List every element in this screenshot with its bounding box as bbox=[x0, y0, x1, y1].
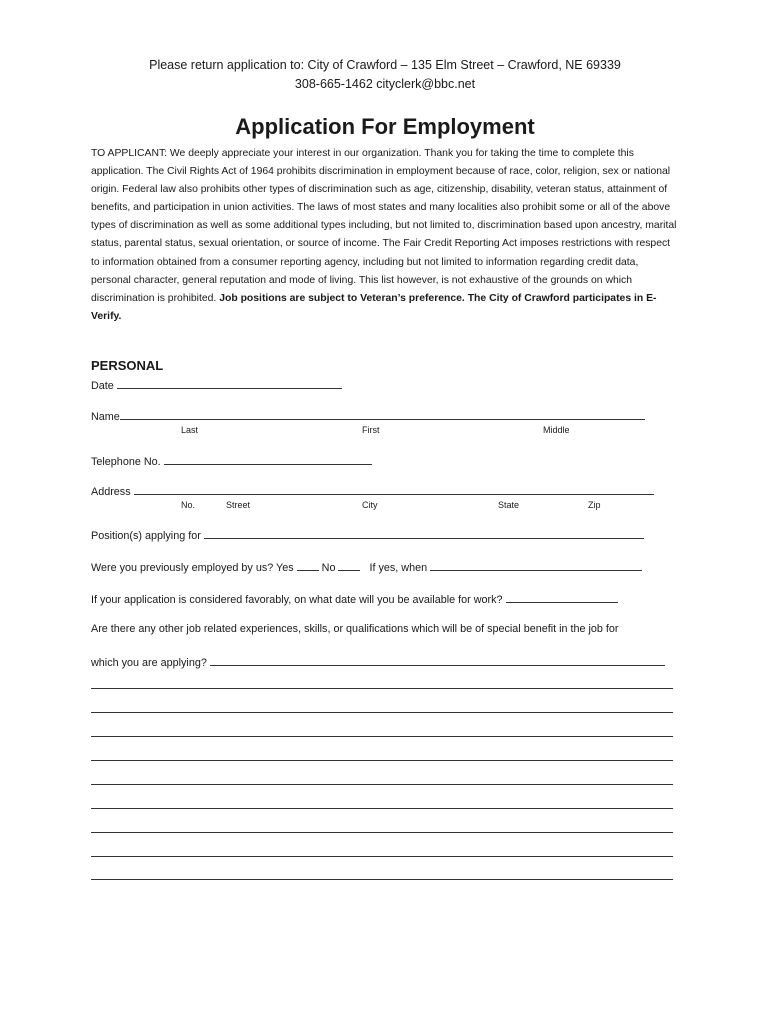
previous-when-field[interactable] bbox=[430, 560, 642, 571]
address-sub-no: No. bbox=[181, 500, 196, 510]
name-label: Name bbox=[91, 411, 120, 423]
skills-question: Are there any other job related experiences, skills, or qualifications which will be of special benefit in the job for bbox=[91, 623, 619, 635]
previous-when-label: If yes, when bbox=[369, 562, 428, 574]
applicant-notice bbox=[91, 145, 681, 326]
skills-blank-line[interactable] bbox=[91, 808, 673, 809]
date-label: Date bbox=[91, 380, 114, 392]
page-title: Application For Employment bbox=[235, 114, 535, 139]
address-sub-zip: Zip bbox=[588, 500, 601, 510]
skills-blank-line[interactable] bbox=[91, 760, 673, 761]
name-sub-last: Last bbox=[181, 425, 199, 435]
telephone-row bbox=[91, 454, 372, 468]
previous-employment-row bbox=[91, 560, 642, 574]
previous-employment-label: Were you previously employed by us? Yes bbox=[91, 562, 294, 574]
previous-no-label: No bbox=[321, 562, 336, 574]
name-field[interactable] bbox=[120, 409, 645, 420]
skills-blank-line[interactable] bbox=[91, 856, 673, 857]
position-row bbox=[91, 528, 644, 542]
skills-label: which you are applying? bbox=[91, 657, 207, 669]
previous-no-field[interactable] bbox=[338, 560, 360, 571]
position-label: Position(s) applying for bbox=[91, 530, 201, 542]
skills-blank-line[interactable] bbox=[91, 832, 673, 833]
previous-yes-field[interactable] bbox=[297, 560, 319, 571]
address-sub-state: State bbox=[498, 500, 520, 510]
address-sub-city: City bbox=[362, 500, 378, 510]
notice-bold-text: Job positions are subject to Veteran’s preference. The City of Crawford participates in E-Verify. bbox=[91, 292, 657, 322]
contact-info: 308-665-1462 cityclerk@bbc.net bbox=[294, 77, 476, 91]
return-address: Please return application to: City of Crawford – 135 Elm Street – Crawford, NE 69339 bbox=[149, 58, 621, 72]
skills-blank-line[interactable] bbox=[91, 879, 673, 880]
section-personal: PERSONAL bbox=[91, 358, 164, 373]
date-row bbox=[91, 378, 342, 392]
name-sub-middle: Middle bbox=[543, 425, 570, 435]
skills-row bbox=[91, 655, 665, 669]
telephone-label: Telephone No. bbox=[91, 456, 161, 468]
skills-blank-line[interactable] bbox=[91, 712, 673, 713]
availability-label: If your application is considered favorably, on what date will you be available for work? bbox=[91, 594, 503, 606]
address-sub-street: Street bbox=[226, 500, 251, 510]
skills-blank-line[interactable] bbox=[91, 784, 673, 785]
telephone-field[interactable] bbox=[164, 454, 372, 465]
name-row bbox=[91, 409, 645, 423]
address-field[interactable] bbox=[134, 484, 654, 495]
name-sub-first: First bbox=[362, 425, 380, 435]
availability-field[interactable] bbox=[506, 592, 618, 603]
notice-text: TO APPLICANT: We deeply appreciate your interest in our organization. Thank you for taking the time to complete this application. The Civil Rights Act of 1964 prohibits discrimination in employment because of race, color, religion, sex or national origin. Federal law also prohibits other types of discrimination such as age, citizenship, disability, veteran status, attainment of benefits, and participation in union activities. The laws of most states and many localities also prohibit some or all of the above types of discrimination as well as some additional types including, but not limited to, discrimination based upon ancestry, marital status, parental status, sexual orientation, or source of income. The Fair Credit Reporting Act imposes restrictions with respect to information obtained from a consumer reporting agency, including but not limited to information regarding credit data, personal character, general reputation and mode of living. This list however, is not exhaustive of the grounds on which discrimination is prohibited. bbox=[91, 148, 677, 304]
skills-blank-line[interactable] bbox=[91, 736, 673, 737]
availability-row bbox=[91, 592, 618, 606]
skills-field[interactable] bbox=[210, 655, 665, 666]
address-row bbox=[91, 484, 654, 498]
date-field[interactable] bbox=[117, 378, 342, 389]
skills-blank-line[interactable] bbox=[91, 688, 673, 689]
address-label: Address bbox=[91, 486, 131, 498]
position-field[interactable] bbox=[204, 528, 644, 539]
